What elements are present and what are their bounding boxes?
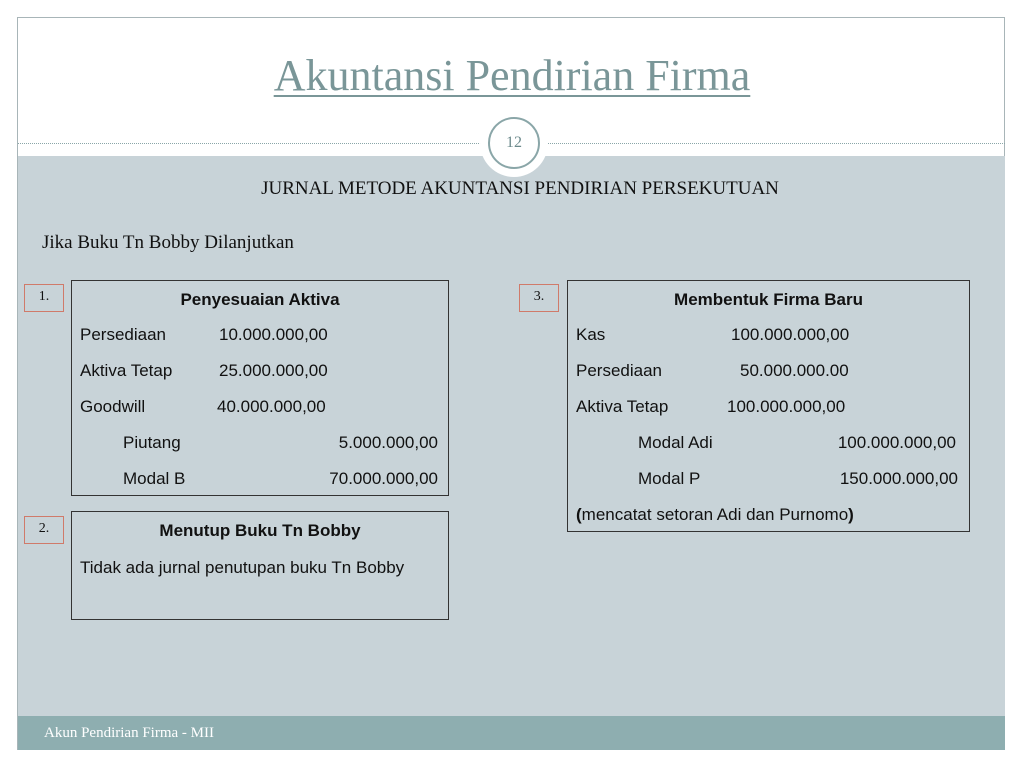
footer-text: Akun Pendirian Firma - MII — [44, 725, 214, 741]
box-text: Tidak ada jurnal penutupan buku Tn Bobby — [80, 558, 405, 577]
account-amount: 100.000.000,00 — [837, 433, 956, 452]
account-amount: 70.000.000,00 — [329, 469, 438, 488]
journal-row — [568, 353, 969, 389]
account-name: Aktiva Tetap — [576, 397, 669, 416]
box-heading: Menutup Buku Tn Bobby — [159, 521, 361, 540]
journal-row — [568, 389, 969, 425]
account-name: Aktiva Tetap — [80, 361, 173, 380]
account-name: Persediaan — [576, 361, 663, 380]
journal-note — [568, 497, 969, 533]
account-amount: 40.000.000,00 — [217, 397, 326, 416]
journal-row — [568, 317, 969, 353]
account-name: Kas — [576, 325, 606, 344]
account-amount: 5.000.000,00 — [338, 433, 438, 452]
journal-box-penyesuaian — [71, 280, 449, 496]
step-number-2: 2. — [24, 516, 64, 544]
box-heading: Membentuk Firma Baru — [674, 290, 863, 309]
account-name: Modal P — [638, 469, 701, 488]
journal-box-menutup — [71, 511, 449, 620]
lead-text: Jika Buku Tn Bobby Dilanjutkan — [42, 232, 294, 253]
account-name: Persediaan — [80, 325, 167, 344]
account-name: Piutang — [123, 433, 181, 452]
box-heading: Penyesuaian Aktiva — [180, 290, 340, 309]
journal-box-membentuk — [567, 280, 970, 532]
account-amount: 10.000.000,00 — [219, 325, 328, 344]
journal-row — [72, 317, 448, 353]
account-name: Goodwill — [80, 397, 146, 416]
page-number-badge: 12 — [488, 117, 540, 169]
journal-row — [72, 425, 448, 461]
journal-row — [568, 461, 969, 497]
account-amount: 150.000.000,00 — [839, 469, 958, 488]
step-number-3: 3. — [519, 284, 559, 312]
account-amount: 100.000.000,00 — [731, 325, 850, 344]
account-amount: 25.000.000,00 — [219, 361, 328, 380]
journal-row — [72, 353, 448, 389]
account-name: Modal Adi — [638, 433, 713, 452]
account-name: Modal B — [123, 469, 186, 488]
journal-row — [568, 425, 969, 461]
journal-row — [72, 389, 448, 425]
slide-title: Akuntansi Pendirian Firma — [273, 51, 751, 100]
step-number-1: 1. — [24, 284, 64, 312]
journal-row — [72, 461, 448, 497]
note-text: (mencatat setoran Adi dan Purnomo) — [576, 505, 854, 524]
account-amount: 100.000.000,00 — [727, 397, 846, 416]
account-amount: 50.000.000.00 — [740, 361, 849, 380]
section-subtitle: JURNAL METODE AKUNTANSI PENDIRIAN PERSEKUTUAN — [261, 178, 779, 199]
